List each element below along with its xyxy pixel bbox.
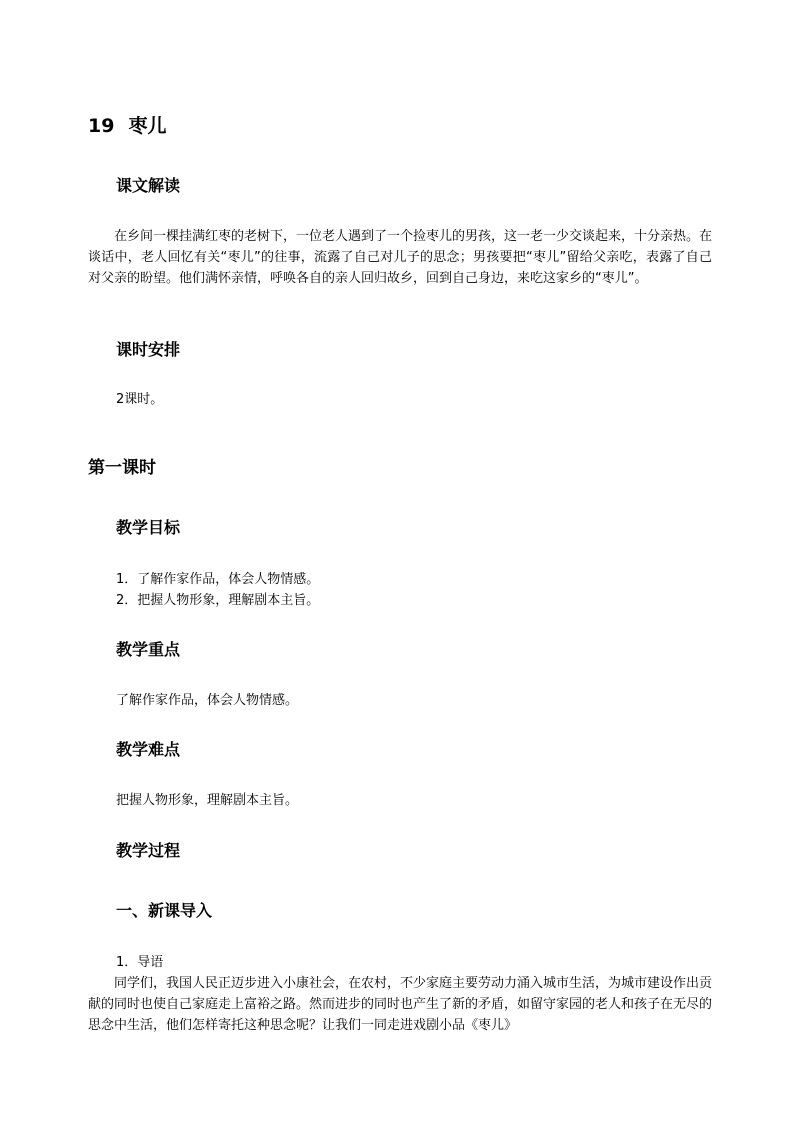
interpretation-paragraph: 在乡间一棵挂满红枣的老树下，一位老人遇到了一个捡枣儿的男孩，这一老一少交谈起来，十分亲热。在谈话中，老人回忆有关“枣儿”的往事，流露了自己对儿子的思念；男孩要把“枣儿”留给父亲吃，表露了自己对父亲的盼望。他们满怀亲情，呼唤各自的亲人回归故乡，回到自己身边，来吃这家乡的“枣儿”。: [88, 229, 713, 286]
lesson-name: 枣儿: [128, 115, 167, 137]
step1-paragraph: 同学们，我国人民正迈步进入小康社会，在农村，不少家庭主要劳动力涌入城市生活，为城市建设作出贡献的同时也使自己家庭走上富裕之路。然而进步的同时也产生了新的矛盾，如留守家园的老人和孩子在无尽的思念中生活，他们怎样寄托这种思念呢？让我们一同走进戏剧小品《枣儿》: [88, 976, 713, 1033]
goal-item: 2．把握人物形象，理解剧本主旨。: [116, 593, 320, 608]
schedule-heading: 课时安排: [116, 340, 181, 359]
interpretation-heading: 课文解读: [116, 176, 181, 195]
section1-heading: 一、新课导入: [116, 901, 213, 920]
goal-item: 1．了解作家作品，体会人物情感。: [116, 572, 320, 587]
schedule-text: 2课时。: [116, 392, 164, 407]
key-heading: 教学重点: [116, 640, 181, 659]
goals-heading: 教学目标: [116, 518, 181, 537]
lesson-title: [88, 114, 166, 138]
process-heading: 教学过程: [116, 841, 181, 860]
step1-label: 1．导语: [116, 955, 164, 970]
key-text: 了解作家作品，体会人物情感。: [116, 693, 299, 708]
first-period-heading: 第一课时: [88, 458, 156, 478]
difficulty-text: 把握人物形象，理解剧本主旨。: [116, 793, 299, 808]
difficulty-heading: 教学难点: [116, 740, 181, 759]
lesson-number: 19: [88, 115, 115, 137]
